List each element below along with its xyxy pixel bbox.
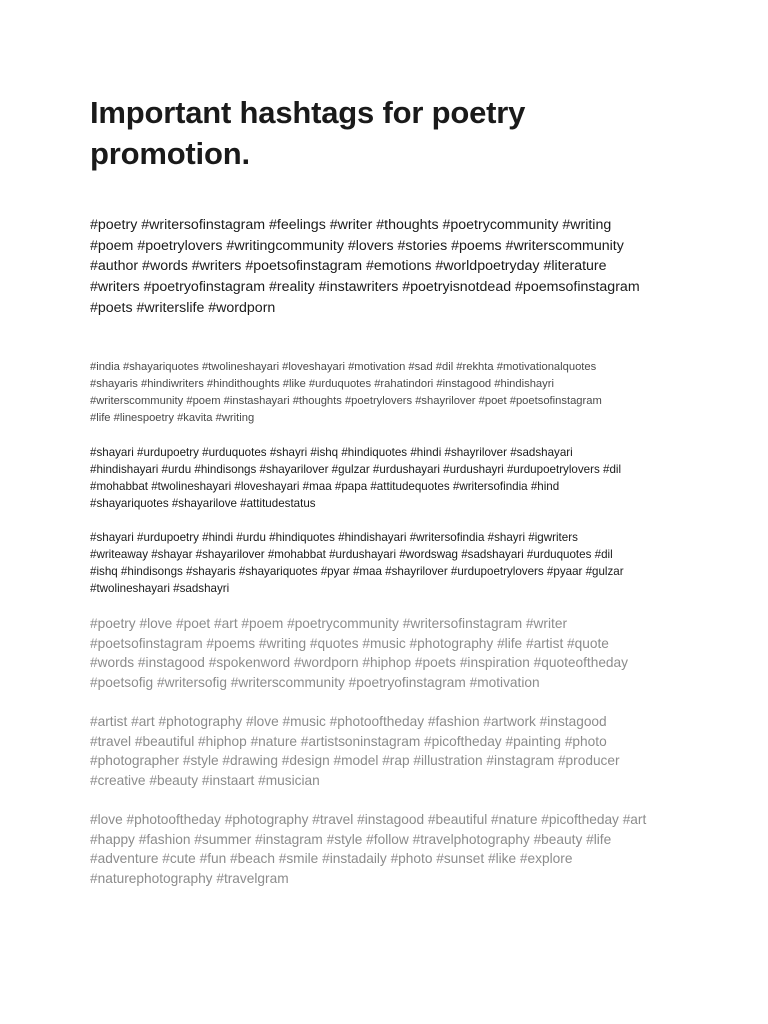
hashtag-paragraph-india: #india #shayariquotes #twolineshayari #loveshayari #motivation #sad #dil #rekhta #motivationalquotes #shayaris #hindiwriters #hindithoughts #like #urduquotes #rahatindori #instagood #hindishayri #writerscommunity #poem #instashayari #thoughts #poetrylovers #shayrilover #poet #poetsofinstagram #life #linespoetry #kavita #writing: [90, 361, 602, 424]
document-title: Important hashtags for poetry promotion.: [90, 95, 526, 171]
hashtag-paragraph-shayari: #shayari #urdupoetry #urduquotes #shayri #ishq #hindiquotes #hindi #shayrilover #sadshayari #hindishayari #urdu #hindisongs #shayarilover #gulzar #urdushayari #urdushayri #urdupoetrylovers #dil #mohabbat #twolineshayari #loveshayari #maa #papa #attitudequotes #writersofindia #hind #shayariquotes #shayarilove #attitudestatus: [90, 446, 622, 510]
hashtag-paragraph-poetry: #poetry #writersofinstagram #feelings #writer #thoughts #poetrycommunity #writing #poem #poetrylovers #writingcommunity #lovers #stories #poems #writerscommunity #author #words #writers #poetsofinstagram #emotions #worldpoetryday #literature #writers #poetryofinstagram #reality #instawriters #poetryisnotdead #poemsofinstagram #poets #writerslife #wordporn: [90, 217, 640, 316]
hashtag-paragraph-artist: #artist #art #photography #love #music #photooftheday #fashion #artwork #instagood #travel #beautiful #hiphop #nature #artistsoninstagram #picoftheday #painting #photo #photographer #style #drawing #design #model #rap #illustration #instagram #producer #creative #beauty #instaart #musician: [90, 714, 620, 789]
hashtag-paragraph-poet: #poetry #love #poet #art #poem #poetrycommunity #writersofinstagram #writer #poetsofinstagram #poems #writing #quotes #music #photography #life #artist #quote #words #instagood #spokenword #wordporn #hiphop #poets #inspiration #quoteoftheday #poetsofig #writersofig #writerscommunity #poetryofinstagram #motivation: [90, 616, 628, 691]
hashtag-paragraph-urdupoetry: #shayari #urdupoetry #hindi #urdu #hindiquotes #hindishayari #writersofindia #shayri #igwriters #writeaway #shayar #shayarilover #mohabbat #urdushayari #wordswag #sadshayari #urduquotes #dil #ishq #hindisongs #shayaris #shayariquotes #pyar #maa #shayrilover #urdupoetrylovers #pyaar #gulzar #twolineshayari #sadshayri: [90, 531, 624, 595]
hashtag-paragraph-travel: #love #photooftheday #photography #travel #instagood #beautiful #nature #picoftheday #art #happy #fashion #summer #instagram #style #follow #travelphotography #beauty #life #adventure #cute #fun #beach #smile #instadaily #photo #sunset #like #explore #naturephotography #travelgram: [90, 812, 647, 887]
